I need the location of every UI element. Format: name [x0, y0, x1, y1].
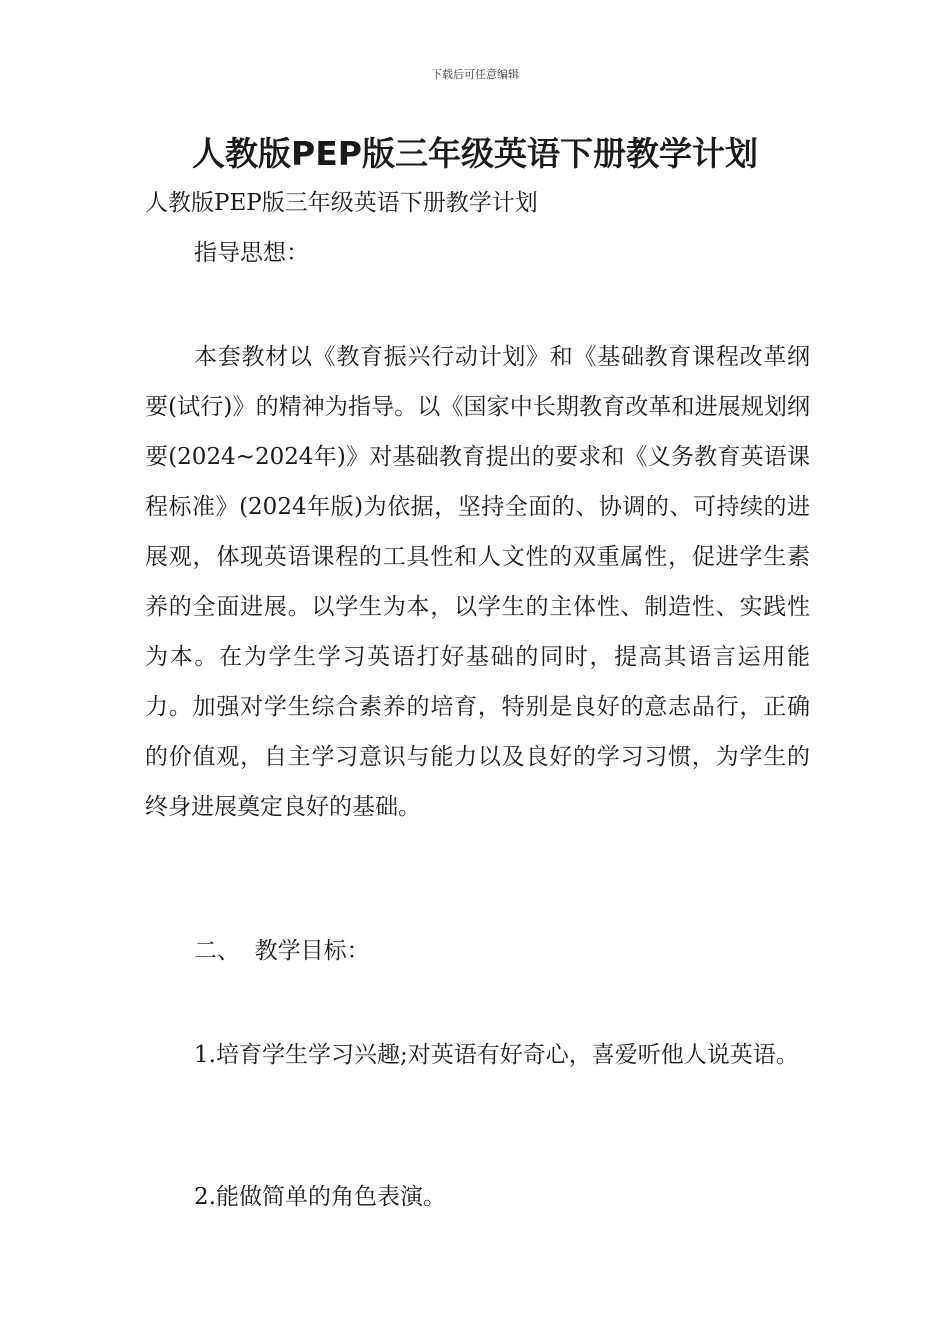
document-subtitle: 人教版PEP版三年级英语下册教学计划	[145, 190, 538, 216]
guiding-ideology-paragraph: 本套教材以《教育振兴行动计划》和《基础教育课程改革纲要(试行)》的精神为指导。以《国家中长期教育改革和进展规划纲要(2024~2024年)》对基础教育提出的要求和《义务教育英语课程标准》(2024年版)为依据，坚持全面的、协调的、可持续的进展观，体现英语课程的工具性和人文性的双重属性，促进学生素养的全面进展。以学生为本，以学生的主体性、制造性、实践性为本。在为学生学习英语打好基础的同时，提高其语言运用能力。加强对学生综合素养的培育，特别是良好的意志品行，正确的价值观，自主学习意识与能力以及良好的学习习惯，为学生的终身进展奠定良好的基础。	[145, 344, 810, 820]
document-title: 人教版PEP版三年级英语下册教学计划	[192, 134, 758, 173]
teaching-goal-item: 2.能做简单的角色表演。	[194, 1184, 446, 1210]
teaching-goal-item: 1.培育学生学习兴趣;对英语有好奇心，喜爱听他人说英语。	[194, 1042, 799, 1068]
section-heading-teaching-goals: 二、 教学目标：	[194, 938, 370, 964]
section-heading-guiding-ideology: 指导思想：	[194, 240, 309, 266]
header-note: 下载后可任意编辑	[431, 68, 519, 81]
